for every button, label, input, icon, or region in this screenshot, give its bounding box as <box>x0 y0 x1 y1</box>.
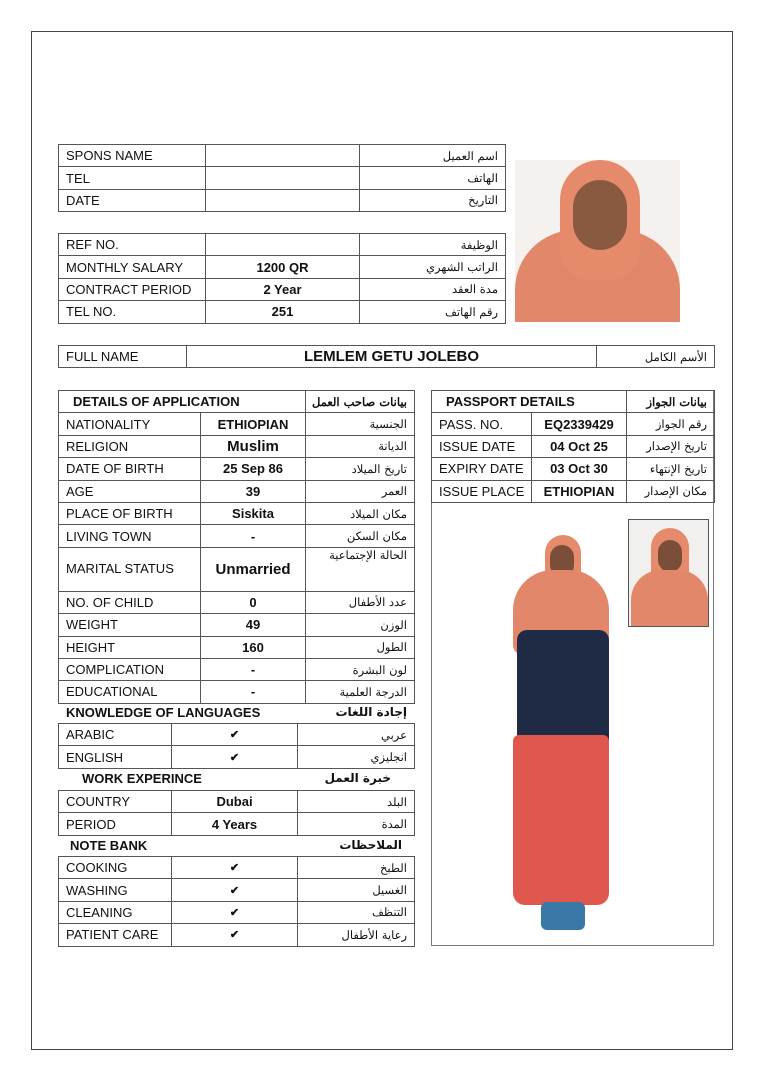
passport-table <box>431 390 715 503</box>
country-label: COUNTRY <box>59 791 172 813</box>
passport-title-ar: بيانات الجواز <box>627 391 715 413</box>
tel-no-label-ar: رقم الهاتف <box>360 301 506 323</box>
row-contract-period <box>59 278 506 300</box>
place-of-birth-value: Siskita <box>201 502 306 524</box>
complication-label-ar: لون البشرة <box>306 658 415 680</box>
notes-title-ar: الملاحظات <box>339 838 402 852</box>
weight-label: WEIGHT <box>59 614 201 636</box>
religion-value: Muslim <box>201 435 306 457</box>
issue-place-label-ar: مكان الإصدار <box>627 480 715 502</box>
educational-label-ar: الدرجة العلمية <box>306 681 415 703</box>
row-weight <box>59 614 415 636</box>
english-label-ar: انجليزي <box>298 746 415 768</box>
tel-no-label: TEL NO. <box>59 301 206 323</box>
weight-label-ar: الوزن <box>306 614 415 636</box>
monthly-salary-label: MONTHLY SALARY <box>59 256 206 278</box>
period-value: 4 Years <box>172 813 298 835</box>
row-arabic <box>59 724 415 746</box>
complication-label: COMPLICATION <box>59 658 201 680</box>
washing-value: ✔ <box>172 879 298 901</box>
row-cooking <box>59 857 415 879</box>
cleaning-label-ar: التنظف <box>298 901 415 923</box>
no-of-child-label: NO. OF CHILD <box>59 591 201 613</box>
notes-title: NOTE BANK <box>70 838 148 853</box>
expiry-date-value: 03 Oct 30 <box>532 458 627 480</box>
full-name-label-ar: الأسم الكامل <box>597 346 715 368</box>
skills-table <box>58 856 415 947</box>
spons-name-label: SPONS NAME <box>59 145 206 167</box>
row-no-of-child <box>59 591 415 613</box>
pass-no-value: EQ2339429 <box>532 413 627 435</box>
no-of-child-label-ar: عدد الأطفال <box>306 591 415 613</box>
row-height <box>59 636 415 658</box>
row-pass-no <box>432 413 715 435</box>
age-value: 39 <box>201 480 306 502</box>
cooking-label: COOKING <box>59 857 172 879</box>
row-nationality <box>59 413 415 435</box>
weight-value: 49 <box>201 614 306 636</box>
age-label-ar: العمر <box>306 480 415 502</box>
living-town-value: - <box>201 525 306 547</box>
passport-photo <box>628 519 709 627</box>
full-body-photo <box>505 530 617 935</box>
washing-label: WASHING <box>59 879 172 901</box>
arabic-value: ✔ <box>172 724 298 746</box>
complication-value: - <box>201 658 306 680</box>
row-english <box>59 746 415 768</box>
details-title-ar: بيانات صاحب العمل <box>306 391 415 413</box>
educational-value: - <box>201 681 306 703</box>
contract-period-label: CONTRACT PERIOD <box>59 278 206 300</box>
languages-title: KNOWLEDGE OF LANGUAGES <box>66 705 261 720</box>
issue-place-label: ISSUE PLACE <box>432 480 532 502</box>
sponsor-table <box>58 144 506 212</box>
row-washing <box>59 879 415 901</box>
height-label-ar: الطول <box>306 636 415 658</box>
nationality-label: NATIONALITY <box>59 413 201 435</box>
work-experience-table <box>58 790 415 836</box>
arabic-label-ar: عربي <box>298 724 415 746</box>
row-educational <box>59 681 415 703</box>
row-date <box>59 189 506 211</box>
height-label: HEIGHT <box>59 636 201 658</box>
spons-name-label-ar: اسم العميل <box>360 145 506 167</box>
tel-label-ar: الهاتف <box>360 167 506 189</box>
contract-table <box>58 233 506 324</box>
details-title: DETAILS OF APPLICATION <box>59 391 306 413</box>
row-religion <box>59 435 415 457</box>
row-spons-name <box>59 145 506 167</box>
row-complication <box>59 658 415 680</box>
place-of-birth-label-ar: مكان الميلاد <box>306 502 415 524</box>
issue-date-value: 04 Oct 25 <box>532 435 627 457</box>
contract-period-label-ar: مدة العقد <box>360 278 506 300</box>
country-value: Dubai <box>172 791 298 813</box>
patient-care-value: ✔ <box>172 924 298 946</box>
contract-period-value: 2 Year <box>206 278 360 300</box>
marital-status-value: Unmarried <box>201 547 306 591</box>
issue-date-label-ar: تاريخ الإصدار <box>627 435 715 457</box>
row-date-of-birth <box>59 458 415 480</box>
period-label: PERIOD <box>59 813 172 835</box>
languages-title-ar: إجادة اللغات <box>335 705 407 719</box>
living-town-label: LIVING TOWN <box>59 525 201 547</box>
place-of-birth-label: PLACE OF BIRTH <box>59 502 201 524</box>
row-country <box>59 791 415 813</box>
height-value: 160 <box>201 636 306 658</box>
row-marital-status <box>59 547 415 591</box>
educational-label: EDUCATIONAL <box>59 681 201 703</box>
date-of-birth-label-ar: تاريخ الميلاد <box>306 458 415 480</box>
date-of-birth-label: DATE OF BIRTH <box>59 458 201 480</box>
date-label-ar: التاريخ <box>360 189 506 211</box>
row-age <box>59 480 415 502</box>
religion-label-ar: الديانة <box>306 435 415 457</box>
row-issue-date <box>432 435 715 457</box>
issue-date-label: ISSUE DATE <box>432 435 532 457</box>
no-of-child-value: 0 <box>201 591 306 613</box>
issue-place-value: ETHIOPIAN <box>532 480 627 502</box>
living-town-label-ar: مكان السكن <box>306 525 415 547</box>
date-of-birth-value: 25 Sep 86 <box>201 458 306 480</box>
cleaning-label: CLEANING <box>59 901 172 923</box>
pass-no-label-ar: رقم الجواز <box>627 413 715 435</box>
headshot-photo <box>515 160 680 322</box>
tel-value <box>206 167 360 189</box>
row-tel-no <box>59 301 506 323</box>
row-issue-place <box>432 480 715 502</box>
marital-status-label-ar: الحالة الإجتماعية <box>306 547 415 591</box>
cleaning-value: ✔ <box>172 901 298 923</box>
english-value: ✔ <box>172 746 298 768</box>
work-title-ar: خبرة العمل <box>324 771 391 785</box>
monthly-salary-value: 1200 QR <box>206 256 360 278</box>
application-details-table <box>58 390 415 704</box>
religion-label: RELIGION <box>59 435 201 457</box>
full-name-label: FULL NAME <box>59 346 187 368</box>
cooking-value: ✔ <box>172 857 298 879</box>
full-name-table <box>58 345 715 368</box>
tel-no-value: 251 <box>206 301 360 323</box>
country-label-ar: البلد <box>298 791 415 813</box>
nationality-value: ETHIOPIAN <box>201 413 306 435</box>
row-tel <box>59 167 506 189</box>
english-label: ENGLISH <box>59 746 172 768</box>
row-expiry-date <box>432 458 715 480</box>
patient-care-label-ar: رعاية الأطفال <box>298 924 415 946</box>
expiry-date-label: EXPIRY DATE <box>432 458 532 480</box>
date-label: DATE <box>59 189 206 211</box>
full-name-value: LEMLEM GETU JOLEBO <box>187 346 597 368</box>
monthly-salary-label-ar: الراتب الشهري <box>360 256 506 278</box>
arabic-label: ARABIC <box>59 724 172 746</box>
pass-no-label: PASS. NO. <box>432 413 532 435</box>
ref-no-label-ar: الوظيفة <box>360 234 506 256</box>
row-period <box>59 813 415 835</box>
nationality-label-ar: الجنسية <box>306 413 415 435</box>
ref-no-label: REF NO. <box>59 234 206 256</box>
spons-name-value <box>206 145 360 167</box>
passport-title: PASSPORT DETAILS <box>432 391 627 413</box>
date-value <box>206 189 360 211</box>
work-title: WORK EXPERINCE <box>82 771 202 786</box>
cooking-label-ar: الطبخ <box>298 857 415 879</box>
row-ref-no <box>59 234 506 256</box>
ref-no-value <box>206 234 360 256</box>
row-cleaning <box>59 901 415 923</box>
languages-table <box>58 723 415 769</box>
row-living-town <box>59 525 415 547</box>
period-label-ar: المدة <box>298 813 415 835</box>
expiry-date-label-ar: تاريخ الإنتهاء <box>627 458 715 480</box>
row-monthly-salary <box>59 256 506 278</box>
row-patient-care <box>59 924 415 946</box>
washing-label-ar: الغسيل <box>298 879 415 901</box>
marital-status-label: MARITAL STATUS <box>59 547 201 591</box>
patient-care-label: PATIENT CARE <box>59 924 172 946</box>
age-label: AGE <box>59 480 201 502</box>
row-place-of-birth <box>59 502 415 524</box>
tel-label: TEL <box>59 167 206 189</box>
